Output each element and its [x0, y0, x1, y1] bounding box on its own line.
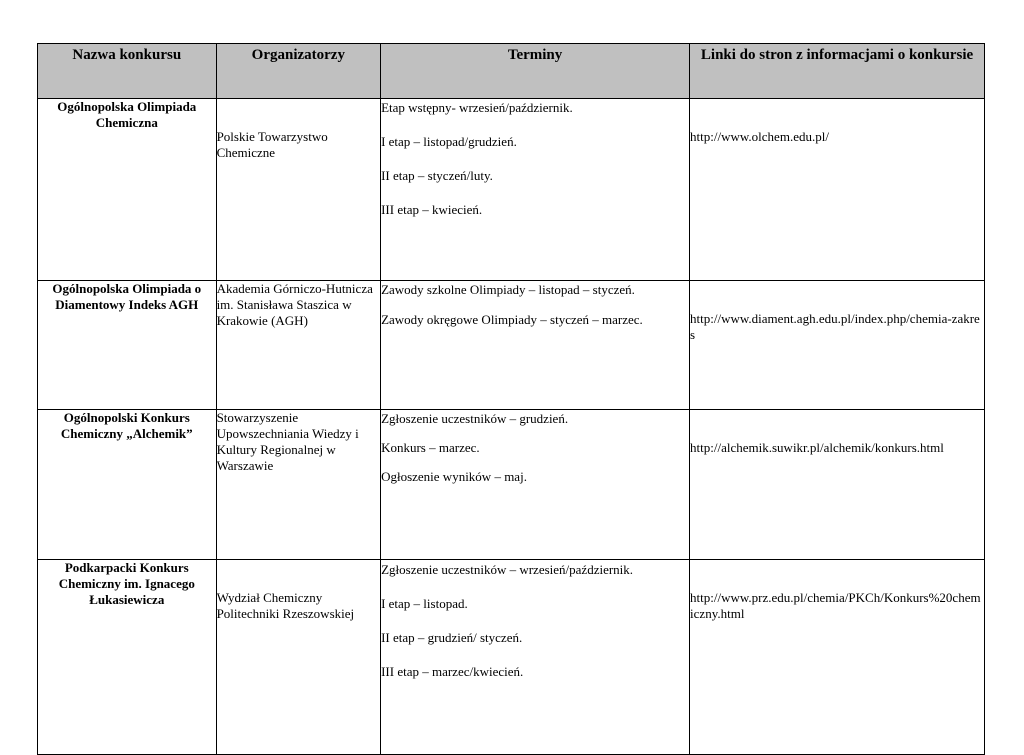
- term-line: II etap – grudzień/ styczeń.: [381, 630, 523, 645]
- term-line: I etap – listopad.: [381, 596, 468, 611]
- contest-link[interactable]: http://www.prz.edu.pl/chemia/PKCh/Konkurs%20chemiczny.html: [690, 590, 981, 621]
- term-line: III etap – kwiecień.: [381, 202, 483, 217]
- contest-link-cell: [690, 281, 985, 410]
- contests-table: [37, 43, 985, 755]
- contest-organizers: Stowarzyszenie Upowszechniania Wiedzy i Kultury Regionalnej w Warszawie: [216, 410, 381, 560]
- contest-name: Ogólnopolski Konkurs Chemiczny „Alchemik”: [38, 410, 217, 560]
- contest-link[interactable]: http://alchemik.suwikr.pl/alchemik/konkurs.html: [690, 440, 944, 455]
- header-terms: Terminy: [381, 44, 690, 99]
- contest-link[interactable]: http://www.diament.agh.edu.pl/index.php/chemia-zakres: [690, 311, 980, 342]
- term-line: I etap – listopad/grudzień.: [381, 134, 517, 149]
- table-header: [38, 44, 985, 99]
- term-line: Konkurs – marzec.: [381, 440, 480, 455]
- contest-link[interactable]: http://www.olchem.edu.pl/: [690, 129, 829, 144]
- contest-link-cell: [690, 99, 985, 281]
- contest-name: Ogólnopolska Olimpiada Chemiczna: [38, 99, 217, 281]
- contest-name: Ogólnopolska Olimpiada o Diamentowy Indeks AGH: [38, 281, 217, 410]
- contest-link-cell: [690, 560, 985, 755]
- table-row: [38, 560, 985, 755]
- table-row: [38, 99, 985, 281]
- contest-organizers: Akademia Górniczo-Hutnicza im. Stanisława Staszica w Krakowie (AGH): [216, 281, 381, 410]
- term-line: III etap – marzec/kwiecień.: [381, 664, 524, 679]
- contest-terms: [381, 410, 690, 560]
- header-links: Linki do stron z informacjami o konkursie: [690, 44, 985, 99]
- table-row: [38, 281, 985, 410]
- contest-terms: [381, 99, 690, 281]
- contest-name: Podkarpacki Konkurs Chemiczny im. Ignacego Łukasiewicza: [38, 560, 217, 755]
- table-body: [38, 99, 985, 755]
- term-line: II etap – styczeń/luty.: [381, 168, 493, 183]
- header-row: [38, 44, 985, 99]
- table-row: [38, 410, 985, 560]
- contest-terms: [381, 560, 690, 755]
- contest-organizers: Wydział Chemiczny Politechniki Rzeszowskiej: [216, 560, 381, 755]
- term-line: Zawody szkolne Olimpiady – listopad – styczeń.: [381, 282, 635, 297]
- term-line: Ogłoszenie wyników – maj.: [381, 469, 527, 484]
- contest-link-cell: [690, 410, 985, 560]
- contest-organizers: Polskie Towarzystwo Chemiczne: [216, 99, 381, 281]
- header-organizers: Organizatorzy: [216, 44, 381, 99]
- term-line: Zgłoszenie uczestników – grudzień.: [381, 411, 569, 426]
- term-line: Zgłoszenie uczestników – wrzesień/październik.: [381, 562, 634, 577]
- term-line: Zawody okręgowe Olimpiady – styczeń – marzec.: [381, 312, 643, 327]
- header-name: Nazwa konkursu: [38, 44, 217, 99]
- contest-terms: [381, 281, 690, 410]
- term-line: Etap wstępny- wrzesień/październik.: [381, 100, 573, 115]
